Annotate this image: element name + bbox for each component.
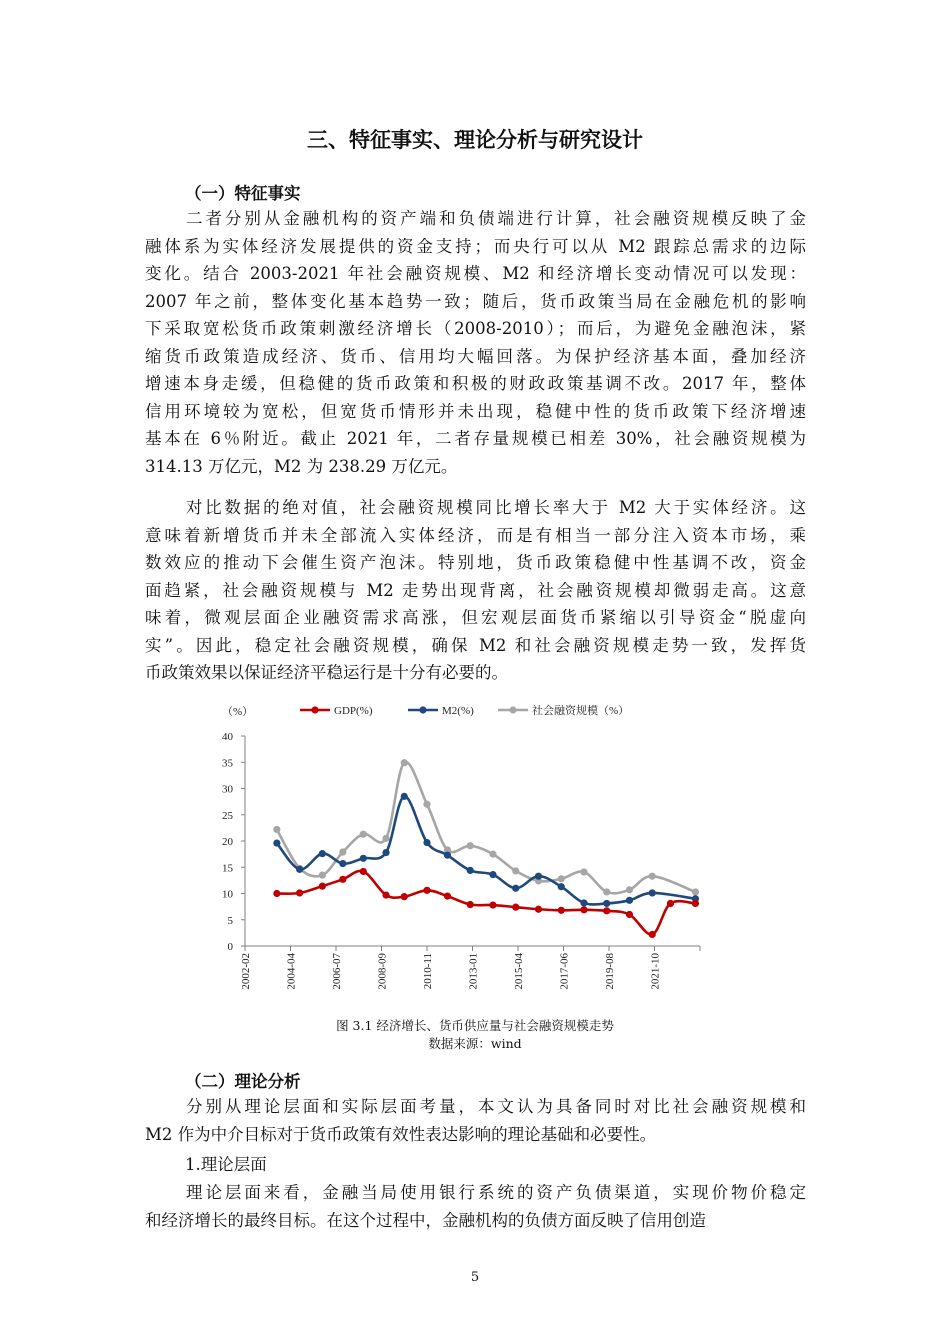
data-point (382, 849, 389, 856)
y-tick-label: 35 (222, 757, 233, 770)
data-point (535, 906, 542, 913)
data-point (489, 871, 496, 878)
data-point (558, 883, 565, 890)
y-tick-label: 10 (222, 888, 233, 901)
x-tick-label: 2002-02 (240, 953, 252, 990)
x-tick-label: 2019-08 (604, 953, 616, 990)
data-point (692, 888, 699, 895)
text-line: M2 作为中介目标对于货币政策有效性表达影响的理论基础和必要性。 (145, 1124, 657, 1144)
paragraph-theory-level (145, 1179, 806, 1234)
legend-label: 社会融资规模（%） (532, 705, 630, 717)
paragraph-theory (145, 1093, 806, 1148)
data-point (580, 906, 587, 913)
text-line: 分别从理论层面和实际层面考量，本文认为具备同时对比社会融资规模和 (183, 1097, 806, 1116)
data-point (603, 907, 610, 914)
y-tick-label: 25 (222, 809, 233, 822)
data-point (626, 911, 633, 918)
data-point (319, 872, 326, 879)
text-line: 和经济增长的最终目标。在这个过程中，金融机构的负债方面反映了信用创造 (145, 1210, 706, 1230)
x-tick-label: 2017-06 (558, 953, 571, 990)
data-point (423, 839, 430, 846)
subheading-theory: （二）理论分析 (185, 1072, 301, 1091)
data-point (401, 793, 408, 800)
data-point (667, 900, 674, 907)
data-point (339, 860, 346, 867)
text-line: 对比数据的绝对值，社会融资规模同比增长率大于 M2 大于实体经济。这 (183, 498, 806, 517)
data-point (512, 904, 519, 911)
y-tick-label: 30 (222, 783, 233, 796)
data-point (444, 852, 451, 859)
y-tick-label: 15 (222, 862, 233, 875)
text-line: 币政策效果以保证经济平稳运行是十分有必要的。 (145, 663, 508, 682)
data-point (692, 900, 699, 907)
line-chart (200, 698, 740, 1038)
data-point (360, 868, 367, 875)
text-line: 下采取宽松货币政策刺激经济增长（2008-2010）；而后，为避免金融泡沫，紧 (145, 319, 806, 338)
data-point (467, 901, 474, 908)
legend-marker (419, 706, 426, 713)
text-line: 味着，微观层面企业融资需求高涨，但宏观层面货币紧缩以引导资金“脱虚向 (145, 608, 806, 627)
data-point (467, 867, 474, 874)
data-point (512, 867, 519, 874)
text-line: 意味着新增货币并未全部流入实体经济，而是有相当一部分注入资本市场，乘 (145, 525, 806, 545)
data-point (626, 897, 633, 904)
subheading-theory-level: 1.理论层面 (185, 1155, 267, 1174)
y-tick-label: 0 (227, 941, 233, 953)
data-point (558, 875, 565, 882)
data-point (649, 873, 656, 880)
text-line: 变化。结合 2003-2021 年社会融资规模、M2 和经济增长变动情况可以发现： (145, 264, 806, 283)
data-point (273, 890, 280, 897)
data-point (603, 900, 610, 907)
text-line: 增速本身走缓，但稳健的货币政策和积极的财政政策基调不改。2017 年，整体 (145, 374, 806, 393)
x-tick-label: 2004-04 (285, 953, 298, 990)
legend-label: GDP(%) (334, 705, 373, 717)
data-point (423, 801, 430, 808)
x-tick-label: 2010-11 (422, 953, 434, 990)
legend-marker (311, 706, 318, 713)
data-point (649, 931, 656, 938)
data-point (626, 886, 633, 893)
y-tick-label: 20 (222, 836, 233, 848)
legend-label: M2(%) (442, 705, 474, 717)
data-point (382, 891, 389, 898)
data-point (401, 759, 408, 766)
figure-source: 数据来源：wind (428, 1036, 522, 1051)
text-line: 数效应的推动下会催生资产泡沫。特别地，货币政策稳健中性基调不改，资金 (145, 553, 806, 572)
x-tick-label: 2008-09 (376, 953, 389, 990)
x-tick-label: 2006-07 (331, 953, 343, 990)
data-point (319, 883, 326, 890)
paragraph-facts-1 (145, 205, 806, 480)
text-line: 缩货币政策造成经济、货币、信用均大幅回落。为保护经济基本面，叠加经济 (145, 346, 806, 366)
data-point (467, 842, 474, 849)
data-point (603, 888, 610, 895)
text-line: 2007 年之前，整体变化基本趋势一致；随后，货币政策当局在金融危机的影响 (145, 291, 806, 311)
data-point (535, 873, 542, 880)
section-title: 三、特征事实、理论分析与研究设计 (307, 128, 643, 152)
data-point (580, 868, 587, 875)
data-point (649, 889, 656, 896)
data-point (382, 835, 389, 842)
subheading-facts: （一）特征事实 (185, 184, 301, 203)
data-point (360, 855, 367, 862)
data-point (423, 887, 430, 894)
y-axis-label: （%） (222, 706, 254, 718)
text-line: 314.13 万亿元，M2 为 238.29 万亿元。 (145, 456, 458, 476)
text-line: 面趋紧，社会融资规模与 M2 走势出现背离，社会融资规模却微弱走高。这意 (145, 580, 806, 600)
data-point (580, 899, 587, 906)
paragraph-facts-2 (145, 494, 806, 687)
data-point (558, 907, 565, 914)
data-point (319, 850, 326, 857)
data-point (489, 901, 496, 908)
data-point (273, 840, 280, 847)
data-point (444, 893, 451, 900)
text-line: 实”。因此，稳定社会融资规模，确保 M2 和社会融资规模走势一致，发挥货 (145, 635, 806, 655)
page-number: 5 (470, 1270, 480, 1285)
text-line: 二者分别从金融机构的资产端和负债端进行计算，社会融资规模反映了金 (183, 209, 806, 228)
x-tick-label: 2013-01 (467, 953, 480, 990)
data-point (489, 851, 496, 858)
x-tick-label: 2021-10 (649, 953, 662, 990)
text-line: 基本在 6％附近。截止 2021 年，二者存量规模已相差 30%，社会融资规模为 (145, 429, 806, 448)
y-tick-label: 40 (222, 731, 233, 743)
data-point (273, 826, 280, 833)
data-point (512, 885, 519, 892)
text-line: 融体系为实体经济发展提供的资金支持；而央行可以从 M2 跟踪总需求的边际 (145, 236, 806, 256)
data-point (296, 889, 303, 896)
figure-caption: 图 3.1 经济增长、货币供应量与社会融资规模走势 (336, 1018, 614, 1033)
data-point (339, 876, 346, 883)
text-line: 理论层面来看，金融当局使用银行系统的资产负债渠道，实现价物价稳定 (183, 1183, 806, 1202)
text-line: 信用环境较为宽松，但宽货币情形并未出现，稳健中性的货币政策下经济增速 (145, 401, 806, 421)
growth-money-credit-chart (200, 698, 740, 1038)
x-tick-label: 2015-04 (513, 953, 525, 990)
data-point (296, 866, 303, 873)
y-tick-label: 5 (227, 914, 233, 927)
data-point (360, 831, 367, 838)
legend-marker (509, 706, 516, 713)
data-point (401, 893, 408, 900)
data-point (339, 848, 346, 855)
